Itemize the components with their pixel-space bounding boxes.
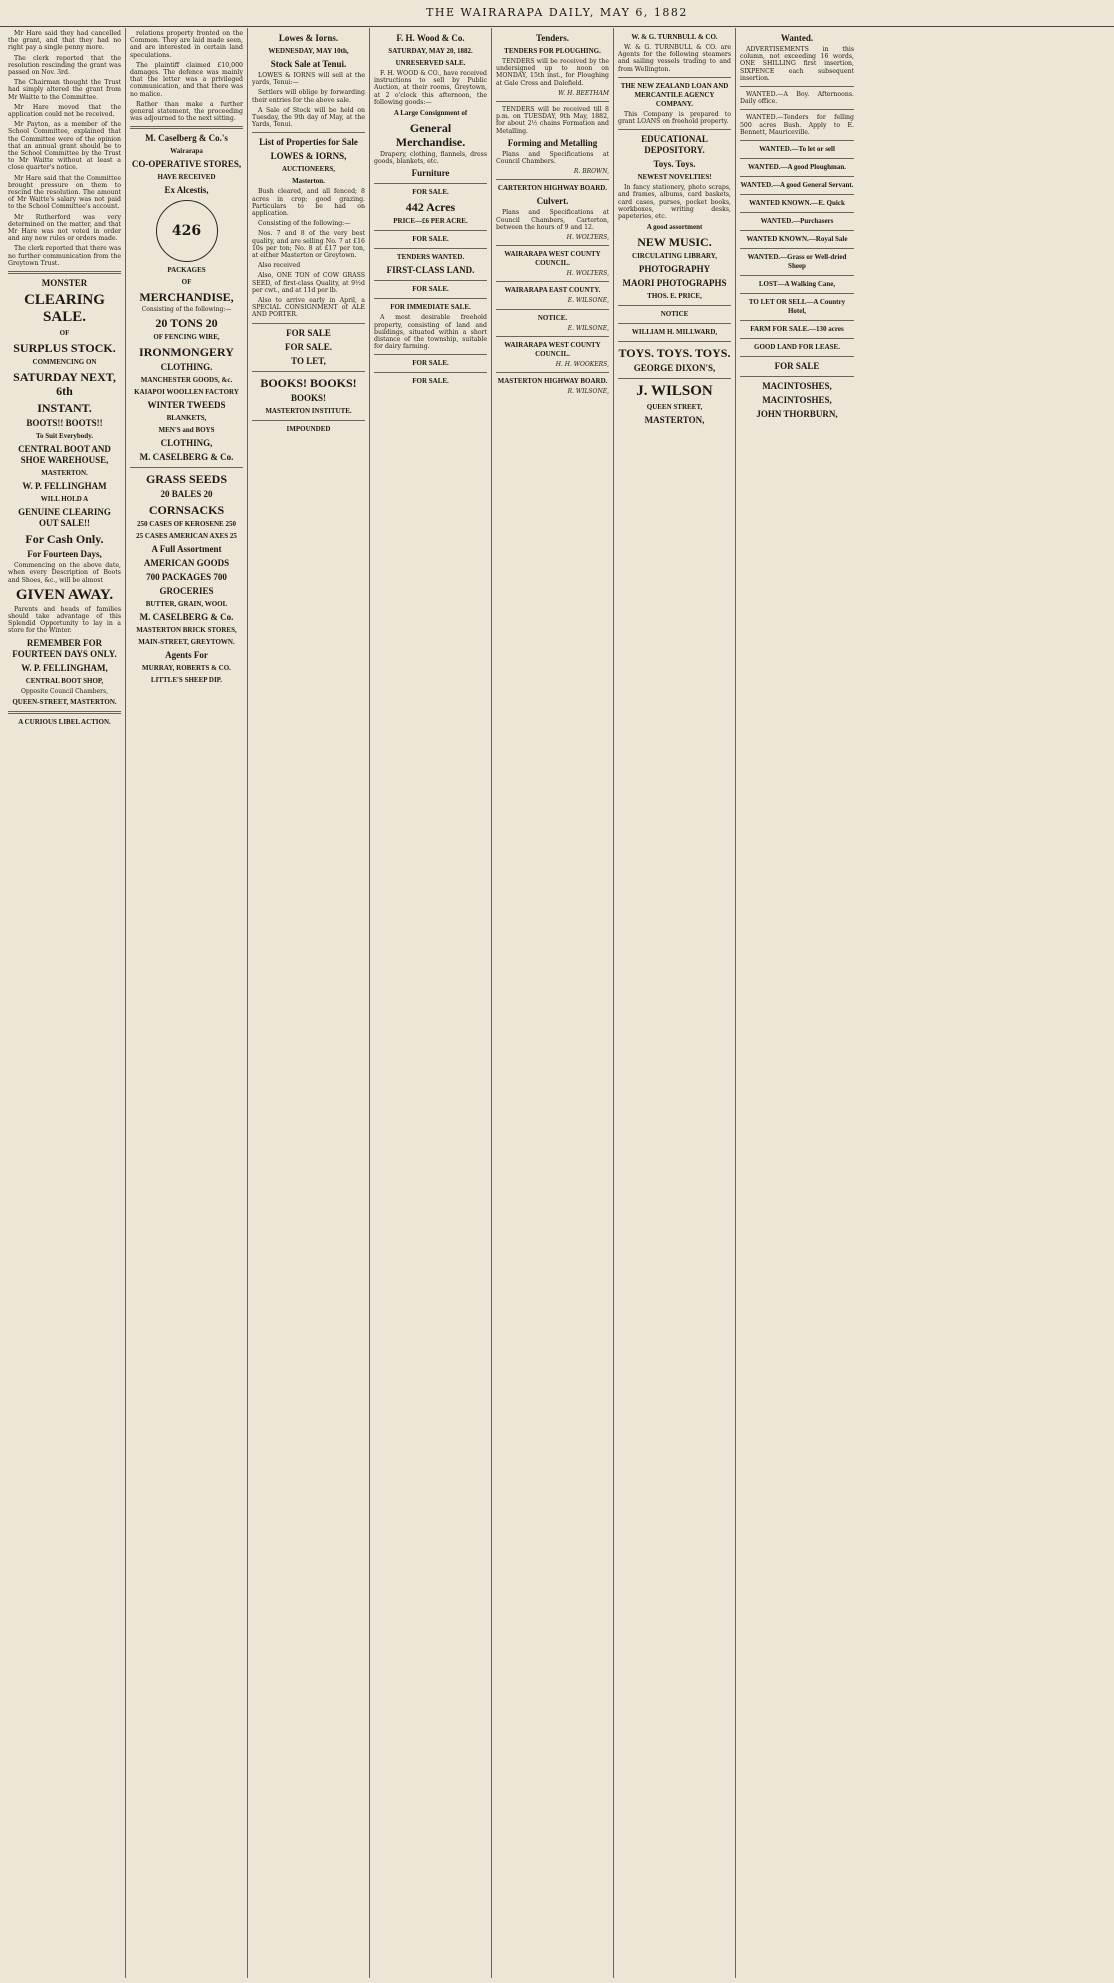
ad-heading: MEN'S and BOYS [158,426,215,435]
ad-heading: WILL HOLD A [40,495,89,504]
ad-heading: OF FENCING WIRE, [153,333,220,342]
ad-text: TENDERS will be received till 8 p.m. on TUESDAY, 9th May, 1882, for about 2½ chains Formation and Metalling. [496,106,609,135]
ad-heading: A good assortment [646,223,703,232]
ad-heading: THE NEW ZEALAND LOAN AND MERCANTILE AGENCY COMPANY. [620,81,729,108]
column-4 [370,28,492,1978]
article-text: The clerk reported that the resolution rescinding the grant was passed on Nov. 3rd. [8,54,121,77]
ad-heading: IMPOUNDED [286,424,331,433]
ad-heading: GIVEN AWAY. [15,586,114,603]
ad-heading: 20 TONS 20 [155,316,218,331]
column-1 [4,28,126,1978]
ad-heading: 20 BALES 20 [160,489,213,500]
ad-heading: HAVE RECEIVED [157,173,216,182]
company-emblem [156,200,218,262]
ad-text: Opposite Council Chambers, [20,687,109,695]
ad-heading: FOR SALE. [412,285,449,294]
ad-text: Settlers will oblige by forwarding their entries for the above sale. [252,89,365,104]
signature: R. BROWN, [573,168,609,176]
ad-text: Commencing on the above date, when every Description of Boots and Shoes, &c., will be almost [8,562,121,584]
ad-heading: PRICE—£6 PER ACRE. [393,217,468,226]
rule [618,378,731,379]
ad-heading: W. & G. TURNBULL & CO. [631,33,718,41]
article-text: The clerk reported that there was no further communication from the Greytown Trust. [8,245,121,267]
rule [8,711,121,714]
ad-heading: GRASS SEEDS [145,472,228,487]
ad-heading: A Large Consignment of [393,109,468,118]
ad-heading: For Fourteen Days, [27,549,102,560]
ad-heading: 442 Acres [405,200,456,215]
ad-heading: FOR SALE. [412,359,449,368]
ad-heading: FOR SALE. [284,341,332,352]
ad-heading: WANTED KNOWN.—Royal Sale [746,235,848,244]
rule [740,356,854,357]
ad-heading: Stock Sale at Tenui. [270,59,347,69]
ad-heading: QUEEN-STREET, MASTERTON. [12,697,117,706]
rule [740,109,854,110]
ad-heading: JOHN THORBURN, [756,409,838,420]
ad-heading: MONSTER [41,278,88,289]
ad-heading: F. H. Wood & Co. [396,33,465,43]
ad-heading: INSTANT. [37,401,92,416]
rule [496,179,609,180]
ad-heading: NEW MUSIC. [637,235,712,250]
rule [496,281,609,282]
signature: H. H. WOOKERS, [555,360,609,368]
rule [374,248,487,249]
rule [740,230,854,231]
ad-heading: M. CASELBERG & Co. [139,612,234,623]
rule [740,338,854,339]
ad-heading: WINTER TWEEDS [147,400,226,411]
ad-heading: W. P. FELLINGHAM, [21,662,108,673]
ad-heading: Forming and Metalling [507,137,598,148]
article-text: Mr Hare said they had cancelled the grant, and that they had no right pay a single penny more. [8,30,121,52]
ad-heading: NOTICE. [537,313,568,322]
ad-heading: Wanted. [780,33,814,43]
ad-text: TENDERS will be received by the undersigned up to noon on MONDAY, 15th inst., for Ploughing at Gale Cross and Dalefield. [496,58,609,87]
ad-heading: THOS. E. PRICE, [647,292,702,301]
article-text: Rather than make a further general statement, the proceeding was adjourned to the next sitting. [130,100,243,123]
ad-heading: 250 CASES OF KEROSENE 250 [137,520,236,529]
rule [374,298,487,299]
ad-heading: WANTED.—A good General Servant. [740,181,854,190]
rule [374,183,487,184]
ad-text: In fancy stationery, photo scraps, and frames, albums, card baskets, card cases, purses, pocket books, workboxes, writing desks, papeteries, etc. [618,184,731,221]
ad-heading: GENUINE CLEARING OUT SALE!! [18,507,111,529]
column-6 [614,28,736,1978]
ad-heading: FOR SALE [286,327,331,338]
rule [496,101,609,102]
rule [740,86,854,87]
ad-text: ADVERTISEMENTS in this column, not exceeding 16 words, ONE SHILLING first insertion, SIXPENCE each subsequent insertion. [740,46,854,82]
rule [740,212,854,213]
ad-heading: SATURDAY, MAY 20, 1882. [388,47,473,55]
ad-text: F. H. WOOD & CO., have received instructions to sell by Public Auction, at their rooms, Greytown, at 2 o'clock this afternoon, the following goods:— [374,70,487,106]
rule [252,371,365,372]
ad-heading: FOR SALE. [412,188,449,197]
ad-heading: M. CASELBERG & Co. [139,452,234,463]
ad-heading: CO-OPERATIVE STORES, [131,159,242,170]
ad-heading: MASTERTON, [644,415,705,426]
ad-heading: Lowes & Iorns. [278,33,339,43]
signature: H. WOLTERS, [566,234,609,242]
ad-text: A Sale of Stock will be held on Tuesday, the 9th day of May, at the Yards, Tenui. [252,106,365,129]
ad-heading: SATURDAY NEXT, 6th [13,370,116,399]
rule [374,354,487,355]
rule [740,176,854,177]
rule [252,323,365,324]
column-3 [248,28,370,1978]
ad-text: Nos. 7 and 8 of the very best quality, and are selling No. 7 at £16 10s per ton; No. 8 at £17 per ton, at either Masterton or Greytown. [252,230,365,260]
rule [496,309,609,310]
ad-heading: FIRST-CLASS LAND. [386,265,475,276]
rule [618,341,731,342]
ad-heading: PACKAGES [167,266,206,275]
ad-heading: MASTERTON. [41,469,88,478]
ad-heading: FOR SALE. [412,377,449,386]
rule [374,372,487,373]
ad-text: Plans and Specifications at Council Chambers. [496,150,609,166]
ad-heading: WANTED.—To let or sell [759,145,835,154]
ad-heading: TO LET, [291,355,326,366]
ad-heading: A Full Assortment [151,544,222,555]
rule [740,158,854,159]
ad-heading: WANTED KNOWN.—E. Quick [749,199,845,208]
ad-heading: REMEMBER FOR FOURTEEN DAYS ONLY. [12,637,117,659]
ad-heading: MACINTOSHES, [762,395,832,406]
ad-heading: WAIRARAPA WEST COUNTY COUNCIL. [504,250,601,268]
ad-heading: MAORI PHOTOGRAPHS [622,278,727,289]
ad-heading: Tenders. [536,33,569,43]
ad-heading: GROCERIES [159,586,214,597]
ad-heading: MANCHESTER GOODS, &c. [140,376,233,385]
ad-heading: AMERICAN GOODS [143,558,230,569]
ad-heading: CENTRAL BOOT AND SHOE WAREHOUSE, [18,444,111,466]
ad-text: A most desirable freehold property, consisting of land and buildings, situated within a short distance of the township, suitable for dairy farming. [374,314,487,351]
signature: W. H. BEETHAM [558,89,609,97]
ad-heading: OF [59,329,70,338]
ad-heading: TOYS. TOYS. TOYS. [618,346,731,361]
ad-text: Also received [258,262,301,270]
article-text: Mr Hare said that the Committee brought pressure on them to rescind the resolution. The amount of Mr Waitte's salary was not paid to the School Committee's account. [8,174,121,211]
ad-heading: 25 CASES AMERICAN AXES 25 [136,532,237,541]
rule [618,77,731,78]
rule [740,275,854,276]
rule [740,320,854,321]
article-text: Mr Hare moved that the application could not be received. [8,103,121,119]
ad-text: WANTED.—Tenders for felling 500 acres Bush. Apply to E. Bennett, Mauriceville. [740,114,854,136]
ad-text: Also to arrive early in April, a SPECIAL CONSIGNMENT of ALE AND PORTER. [252,297,365,319]
ad-heading: Wairarapa [170,147,203,156]
ad-heading: Furniture [411,168,450,179]
article-text: relations property fronted on the Common. They are laid made seen, and are interested in certain land speculations. [130,30,243,59]
ad-heading: CENTRAL BOOT SHOP, [25,676,104,685]
rule [8,271,121,274]
ad-heading: PHOTOGRAPHY [638,264,711,275]
ad-heading: AUCTIONEERS, [281,165,336,174]
ad-heading: FOR IMMEDIATE SALE. [390,303,471,312]
ad-heading: OF [181,278,192,287]
ad-heading: NEWEST NOVELTIES! [637,173,712,182]
column-7 [736,28,858,1978]
column-5 [492,28,614,1978]
column-2 [126,28,248,1978]
rule [740,194,854,195]
rule [496,245,609,246]
ad-heading: GOOD LAND FOR LEASE. [754,343,840,352]
ad-heading: WILLIAM H. MILLWARD, [631,328,718,337]
rule [740,293,854,294]
ad-heading: List of Properties for Sale [259,137,358,148]
ad-text: Drapery, clothing, flannels, dress goods, blankets, etc. [374,151,487,166]
ad-heading: IRONMONGERY [139,345,234,360]
ad-text: LOWES & IORNS will sell at the yards, Tenui:— [252,72,365,87]
ad-heading: FOR SALE. [412,235,449,244]
ad-heading: LITTLE'S SHEEP DIP. [150,676,223,685]
ad-heading: WAIRARAPA WEST COUNTY COUNCIL. [504,340,601,358]
ad-heading: LOST—A Walking Cane, [758,280,836,289]
ad-heading: MASTERTON HIGHWAY BOARD. [497,377,608,386]
ad-heading: WEDNESDAY, MAY 10th, [268,47,349,55]
ad-heading: BOOKS! [290,392,326,403]
ad-heading: MACINTOSHES, [762,381,832,392]
ad-heading: WANTED.—A good Ploughman. [747,163,847,172]
ad-text: Bush cleared, and all fenced; 8 acres in crop; good grazing. Particulars to be had on application. [252,188,365,218]
ad-heading: General Merchandise. [395,121,466,150]
rule [740,376,854,377]
rule [374,230,487,231]
ad-heading: BUTTER, GRAIN, WOOL [145,600,228,609]
article-heading: A CURIOUS LIBEL ACTION. [18,717,111,726]
ad-heading: SURPLUS STOCK. [13,341,116,356]
ad-heading: M. Caselberg & Co.'s [145,133,228,144]
rule [252,420,365,421]
ad-heading: Agents For [165,650,208,661]
signature: R. WILSONE, [567,388,609,396]
ad-heading: To Suit Everybody. [35,432,94,441]
ad-heading: NOTICE [660,310,689,319]
rule [618,305,731,306]
ad-text: Also, ONE TON of COW GRASS SEED, of first-class Quality, at 9½d per cwt., and at 11d per lb. [252,272,365,294]
ad-heading: COMMENCING ON [32,358,97,367]
ad-heading: WAIRARAPA EAST COUNTY. [504,286,601,295]
rule [496,372,609,373]
rule [496,336,609,337]
ad-heading: LOWES & IORNS, [270,151,347,162]
ad-heading: CLOTHING. [160,362,213,373]
signature: H. WOLTERS, [566,270,609,278]
ad-heading: UNRESERVED SALE. [395,59,466,67]
ad-heading: CORNSACKS [148,503,225,518]
ad-heading: FARM FOR SALE.—130 acres [750,325,844,334]
ad-text: This Company is prepared to grant LOANS on freehold property. [618,110,731,126]
ad-text: Consisting of the following:— [258,220,351,228]
ad-heading: Ex Alcestis, [164,185,209,196]
ad-heading: BOOKS! BOOKS! [260,375,357,390]
article-text: The Chairman thought the Trust had simply altered the grant from Mr Waitte to the Committee. [8,79,121,101]
ad-heading: TENDERS FOR PLOUGHING. [504,47,601,55]
signature: E. WILSONE, [567,297,609,305]
rule [618,129,731,130]
ad-text: WANTED.—A Boy. Afternoons. Daily office. [740,91,854,106]
columns [4,28,1110,1978]
ad-heading: 700 PACKAGES 700 [146,572,227,583]
article-text: The plaintiff claimed £10,000 damages. The defence was mainly that the letter was a privileged communication, and that there was no malice. [130,61,243,98]
ad-heading: W. P. FELLINGHAM [22,481,107,492]
ad-heading: TO LET OR SELL—A Country Hotel, [748,298,846,316]
ad-heading: BLANKETS, [166,414,207,423]
ad-text: Parents and heads of families should take advantage of this Splendid Opportunity to lay in a store for the Winter. [8,605,121,635]
rule [130,126,243,129]
ad-heading: MASTERTON BRICK STORES, [136,626,237,635]
ad-heading: Masterton. [292,177,325,186]
ad-text: Plans and Specifications at Council Chambers, Carterton, between the hours of 9 and 12. [496,209,609,231]
ad-heading: WANTED.—Purchasers [760,217,834,226]
ad-heading: CARTERTON HIGHWAY BOARD. [497,184,608,193]
rule [374,280,487,281]
ad-heading: MASTERTON INSTITUTE. [265,406,352,415]
ad-heading: GEORGE DIXON'S, [633,363,716,374]
ad-heading: Toys. Toys. [653,159,696,170]
ad-heading: BOOTS!! BOOTS!! [26,418,103,429]
ad-heading: Culvert. [536,196,569,207]
ad-heading: QUEEN STREET, [646,403,703,412]
ad-heading: MAIN-STREET, GREYTOWN. [138,638,235,647]
ad-heading: KAIAPOI WOOLLEN FACTORY [134,388,239,397]
ad-text: W. & G. TURNBULL & CO. are Agents for the following steamers and sailing vessels trading to and from Wellington. [618,44,731,73]
rule [740,248,854,249]
article-text: Mr Payton, as a member of the School Committee, explained that the Committee were of the opinion that an annual grant should be to the School Committee by the Trust to Mr Waitte without at least a close quarter's notice. [8,121,121,172]
ad-heading: EDUCATIONAL DEPOSITORY. [641,134,708,156]
rule [252,132,365,133]
ad-heading: For Cash Only. [25,532,104,547]
ad-heading: MURRAY, ROBERTS & CO. [142,664,231,673]
ad-heading: FOR SALE [774,361,820,372]
ad-heading: MERCHANDISE, [139,290,234,305]
ad-heading: TENDERS WANTED. [396,253,465,262]
emblem-number: 426 [171,223,202,240]
article-text: Mr Rutherford was very determined on the matter, and that Mr Hare was not voted in order and any new rules or orders made. [8,213,121,243]
ad-text: Consisting of the following:— [141,306,232,314]
masthead: THE WAIRARAPA DAILY, MAY 6, 1882 [0,0,1114,27]
ad-heading: CLOTHING, [160,438,213,449]
ad-heading: CIRCULATING LIBRARY, [632,252,717,261]
signature: E. WILSONE, [567,324,609,332]
rule [130,467,243,468]
rule [740,140,854,141]
ad-heading: WANTED.—Grass or Well-dried Sheep [747,253,847,271]
ad-heading: CLEARING SALE. [24,292,105,326]
ad-heading: J. WILSON [636,383,713,400]
rule [618,323,731,324]
